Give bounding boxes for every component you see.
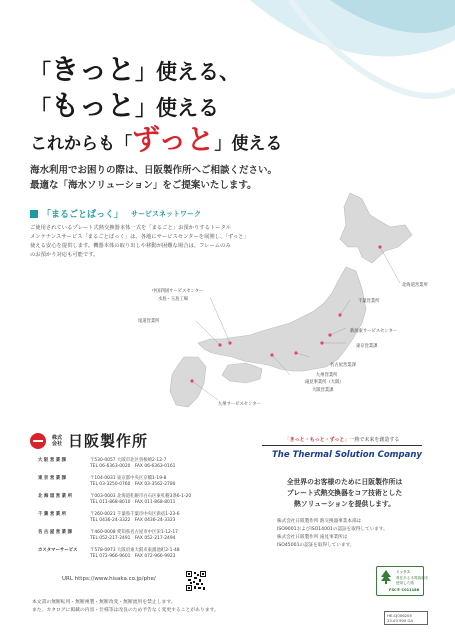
map-label-chugoku-center: 中国四国サービスセンター xyxy=(152,289,204,294)
map-label-niigata: 新潟東サービスセンター xyxy=(350,329,398,334)
section-subtitle: サービスネットワーク xyxy=(131,209,202,218)
table-row: カスタマーサービス 〒578-0973 大阪府東大阪市東鴻池町2-1-48 TEL 072-966-9601 FAX 072-966-9923 xyxy=(38,548,180,559)
lead-line-1: 海水利用でお困りの際は、日阪製作所へご相談ください。 xyxy=(30,165,278,176)
lead-line-2: 最適な「海水ソリューション」をご提案いたします。 xyxy=(30,180,257,191)
right-lead-line: 熱ソリューションを提供します。 xyxy=(294,500,395,508)
table-row: 大 阪 営 業 課 〒530-0057 大阪市北区曽根崎2-12-7 TEL 06-6363-0020 FAX 06-6363-0161 xyxy=(38,458,176,469)
map-label-osaka-2: 大阪営業課 xyxy=(312,388,334,393)
table-row: 東 京 営 業 課 〒104-0031 東京都中央区京橋1-19-8 TEL 03-3250-0760 FAX 03-3562-2780 xyxy=(38,476,176,487)
map-label-kyushu-center: 九州サービスセンター xyxy=(218,402,261,407)
japan-map xyxy=(100,185,440,420)
fsc-tree-icon xyxy=(380,570,392,584)
table-row: 北 海 道 営 業 所 〒003-0003 北海道札幌市白石区東札幌3条6-1-20 TEL 011-868-8010 FAX 011-868-8011 xyxy=(38,494,192,505)
map-label-chiba: 千葉営業所 xyxy=(358,299,380,304)
map-label-tokyo: 東京営業課 xyxy=(356,344,378,349)
section-body-line: メンテナンスサービス「まるごとぱっく」は、各地にサービスセンターを展開し、「ずっと」 xyxy=(30,234,249,240)
brand-logo xyxy=(268,448,422,462)
map-label-nagoya: 名古屋営業課 xyxy=(330,363,356,368)
cert-line: ISO45001の認証を取得しています。 xyxy=(277,543,355,548)
section-body-line: 使える安心を提供します。機器本体の取り出しや移動が困難な場合は、フレームのみ xyxy=(30,243,231,249)
hisaka-logo-icon xyxy=(30,433,46,449)
fsc-certification-mark: ミックス 責任ある木質資源を 使用した紙 FSC® C011186 xyxy=(376,566,424,596)
map-label-chugoku-center-2: 水島・玉島工場 xyxy=(158,297,189,302)
cert-line: 株式会社日阪製作所 滝見事業所は xyxy=(277,535,348,540)
square-icon xyxy=(30,210,38,218)
map-label-kyushu: 九州営業所 xyxy=(316,373,338,378)
brand-name: The Thermal Solution Company xyxy=(272,450,422,460)
map-honshu xyxy=(198,267,366,371)
map-label-hokkaido: 北海道営業所 xyxy=(402,283,428,288)
cert-line: 株式会社日阪製作所 熱交換器事業本部は xyxy=(277,519,362,524)
section-title: 「まるごとぱっく」 xyxy=(42,210,124,220)
spec-change-note: また、カタログに掲載の内容・仕様等は改良のため予告なく変更することがあります。 xyxy=(32,608,219,613)
company-logo xyxy=(30,430,148,451)
headline-line-2: 「もっと」使える xyxy=(30,89,220,122)
document-code: HE-CJ006205 23.03 900 GA xyxy=(384,611,428,625)
map-label-osaka-1: 滝見事業所（大阪） xyxy=(305,380,344,385)
website-url[interactable]: URL https://www.hisaka.co.jp/phe/ xyxy=(62,576,156,582)
tagline: 「きっと・もっと・ずっと」一熱で未来を創造する xyxy=(262,436,422,446)
right-lead-line: 全世界のお客様のために日阪製作所は xyxy=(286,478,403,486)
map-shikoku xyxy=(222,363,262,383)
cert-line: ISO9001およびISO14001の認証を取得しています。 xyxy=(277,527,388,532)
office-list xyxy=(38,458,191,566)
headline-line-3: これからも「ずっと」使える xyxy=(30,123,283,156)
section-body-line: ご使用されているプレート式熱交換器本体一式を「まるごと」お預かりするトータル xyxy=(30,225,232,231)
map-hokkaido xyxy=(340,193,412,263)
company-type: 株式 会社 xyxy=(52,434,63,447)
table-row: 名 古 屋 営 業 課 〒460-0008 愛知県名古屋市中区栄1-12-17 TEL 052-217-2491 FAX 052-217-2494 xyxy=(38,530,178,541)
section-body-line: のお預かり対応も可能です。 xyxy=(30,252,99,258)
map-label-onomichi: 尾道営業所 xyxy=(138,319,160,324)
company-name: 日阪製作所 xyxy=(68,432,149,450)
qr-code-icon[interactable] xyxy=(186,571,206,591)
headline-line-1: 「きっと」使える、 xyxy=(30,53,241,86)
copyright-note: 本文書の無断転用・無断複製・無断改変・無断流用を禁止します。 xyxy=(32,600,176,605)
map-kyushu xyxy=(170,357,206,407)
table-row: 千 葉 営 業 所 〒260-0021 千葉県千葉市中央区新宿1-23-6 TEL 0436-24-3322 FAX 0436-24-3323 xyxy=(38,512,180,523)
right-lead-line: プレート式熱交換器をコア技術とした xyxy=(286,489,403,497)
